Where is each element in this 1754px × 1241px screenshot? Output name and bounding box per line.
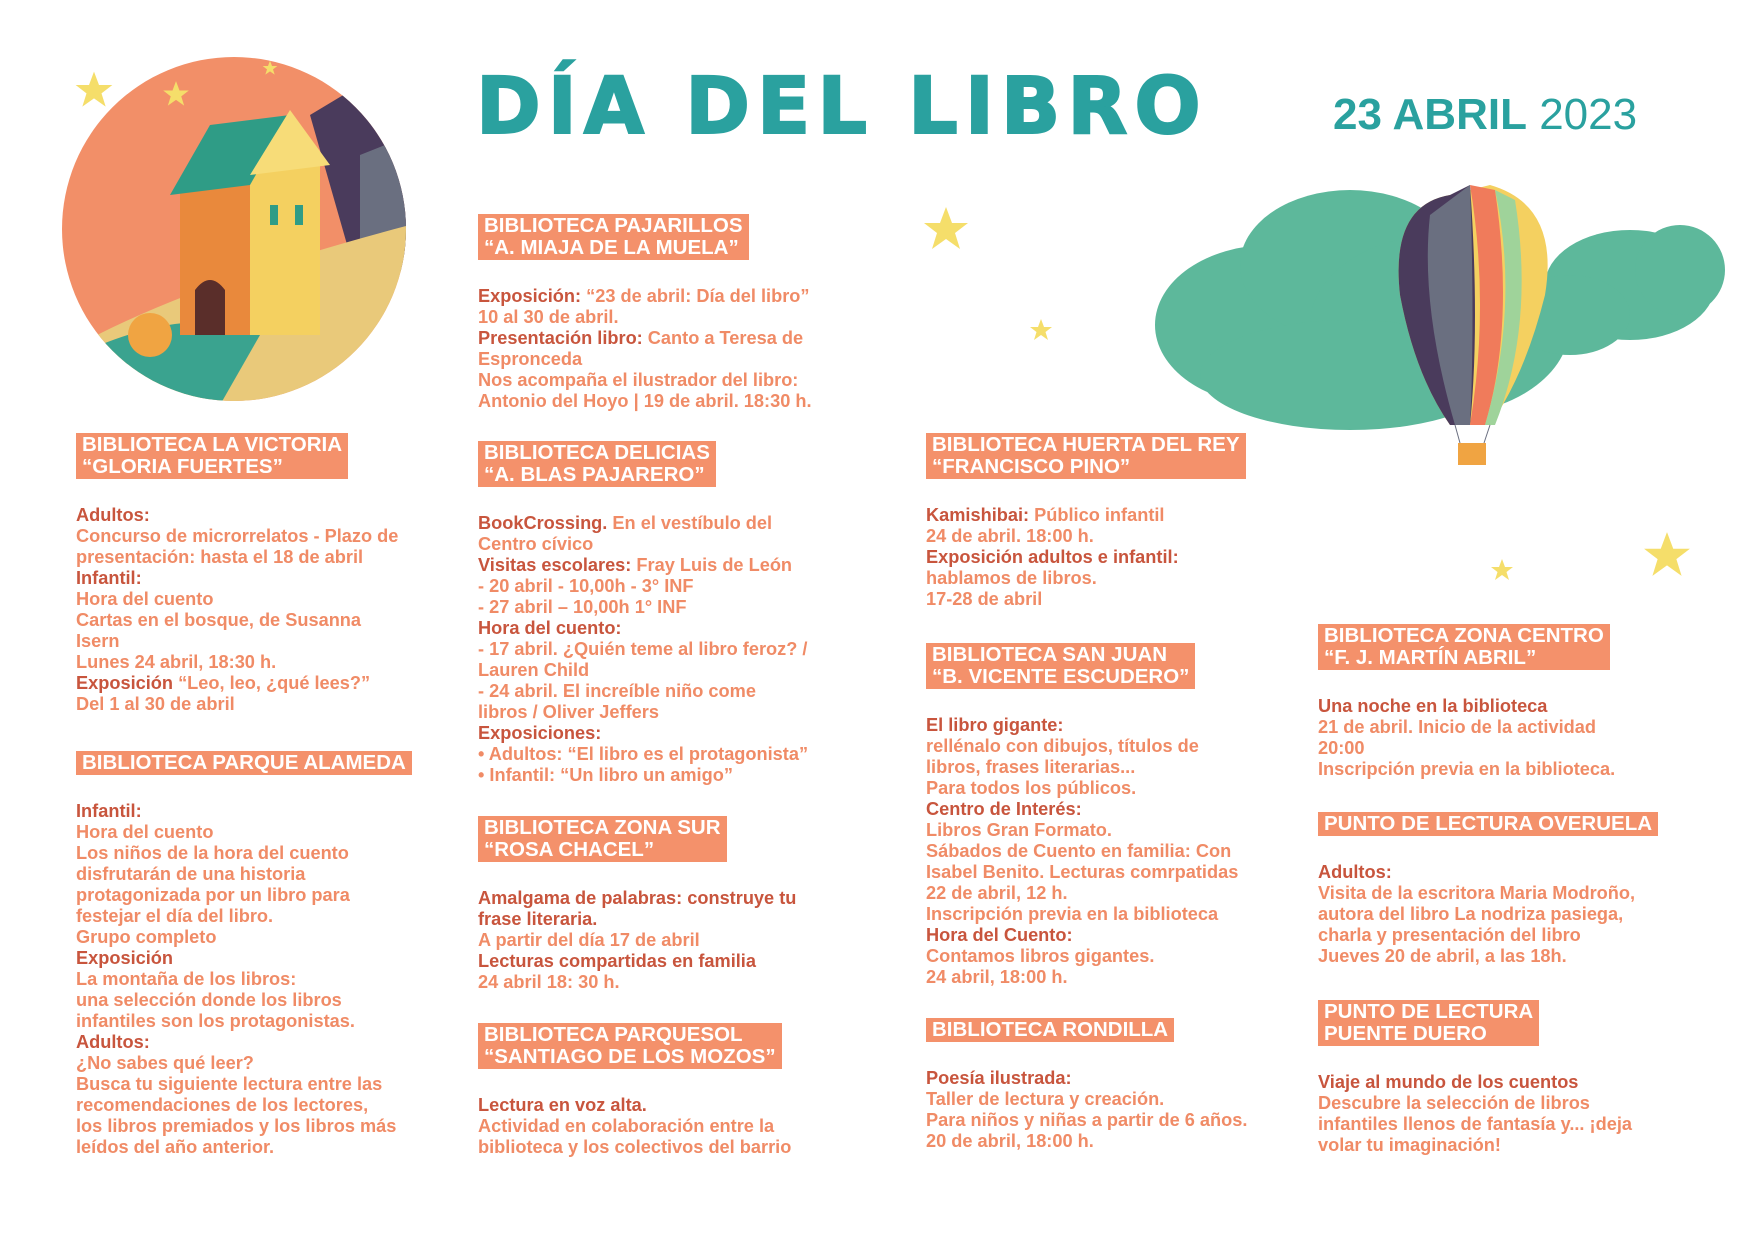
line-text: Canto a Teresa de — [647, 328, 804, 348]
section-line — [478, 723, 808, 744]
section-zona-centro — [1318, 624, 1615, 780]
section-header — [478, 816, 727, 862]
section-title-line: PUNTO DE LECTURA OVERUELA — [1324, 812, 1653, 835]
section-line — [1318, 1114, 1632, 1135]
line-text: 22 de abril, 12 h. — [926, 883, 1068, 903]
line-text: - 24 abril. El increíble niño come — [478, 681, 756, 701]
section-line — [76, 568, 398, 589]
line-text: Para niños y niñas a partir de 6 años. — [926, 1110, 1248, 1130]
section-rondilla — [926, 1018, 1247, 1152]
line-label: Adultos: — [76, 505, 150, 525]
section-body — [1318, 1072, 1632, 1156]
star-icon — [922, 205, 970, 253]
section-line — [926, 778, 1238, 799]
line-text: “23 de abril: Día del libro” — [586, 286, 810, 306]
star-icon — [1029, 318, 1053, 342]
line-text: Visita de la escritora Maria Modroño, — [1318, 883, 1636, 903]
line-label: Lectura en voz alta. — [478, 1095, 647, 1115]
line-text: Cartas en el bosque, de Susanna — [76, 610, 362, 630]
line-text: los libros premiados y los libros más — [76, 1116, 397, 1136]
line-label: Hora del cuento: — [478, 618, 622, 638]
line-text: ¿No sabes qué leer? — [76, 1053, 254, 1073]
section-body — [76, 505, 398, 715]
line-label: BookCrossing. — [478, 513, 613, 533]
section-line — [926, 799, 1238, 820]
section-pajarillos — [478, 214, 812, 412]
line-text: La montaña de los libros: — [76, 969, 297, 989]
section-line — [478, 307, 812, 328]
section-line — [76, 885, 412, 906]
line-label: Viaje al mundo de los cuentos — [1318, 1072, 1579, 1092]
section-line — [76, 1053, 412, 1074]
date-day-month: 23 ABRIL — [1333, 90, 1527, 139]
line-text: A partir del día 17 de abril — [478, 930, 700, 950]
line-text: recomendaciones de los lectores, — [76, 1095, 369, 1115]
section-line — [76, 927, 412, 948]
line-label: Adultos: — [76, 1032, 150, 1052]
section-line — [76, 673, 398, 694]
section-line — [478, 1095, 791, 1116]
section-title-line: PUENTE DUERO — [1324, 1022, 1487, 1045]
section-title-line: “B. VICENTE ESCUDERO” — [932, 665, 1190, 688]
line-text: Antonio del Hoyo | 19 de abril. 18:30 h. — [478, 391, 812, 411]
section-header — [478, 441, 716, 487]
line-text: protagonizada por un libro para — [76, 885, 350, 905]
line-label: El libro gigante: — [926, 715, 1064, 735]
line-text: leídos del año anterior. — [76, 1137, 275, 1157]
section-line — [76, 843, 412, 864]
section-san-juan — [926, 643, 1238, 988]
line-text: infantiles llenos de fantasía y... ¡deja — [1318, 1114, 1632, 1134]
line-text: Busca tu siguiente lectura entre las — [76, 1074, 383, 1094]
line-text: Los niños de la hora del cuento — [76, 843, 349, 863]
line-text: Inscripción previa en la biblioteca — [926, 904, 1219, 924]
line-text: 24 abril, 18:00 h. — [926, 967, 1068, 987]
section-title-line: “F. J. MARTÍN ABRIL” — [1324, 646, 1537, 669]
line-text: Inscripción previa en la biblioteca. — [1318, 759, 1616, 779]
section-overuela — [1318, 812, 1658, 967]
line-label: Exposiciones: — [478, 723, 602, 743]
section-line — [478, 639, 808, 660]
page-title: DÍA DEL LIBRO — [476, 62, 1208, 152]
section-header — [478, 1023, 782, 1069]
section-line — [478, 1116, 791, 1137]
line-text: una selección donde los libros — [76, 990, 342, 1010]
line-text: - 20 abril - 10,00h - 3° INF — [478, 576, 694, 596]
section-line — [76, 948, 412, 969]
section-line — [926, 841, 1238, 862]
section-body — [926, 715, 1238, 988]
section-title-line: BIBLIOTECA PARQUE ALAMEDA — [82, 751, 406, 774]
section-delicias — [478, 441, 808, 786]
section-line — [926, 526, 1246, 547]
line-label: Exposición — [76, 673, 179, 693]
line-text: Concurso de microrrelatos - Plazo de — [76, 526, 399, 546]
section-header — [926, 1018, 1174, 1042]
line-text: “Leo, leo, ¿qué lees?” — [178, 673, 371, 693]
line-text: 17-28 de abril — [926, 589, 1043, 609]
line-label: Exposición adultos e infantil: — [926, 547, 1179, 567]
section-line — [478, 660, 808, 681]
section-line — [1318, 717, 1615, 738]
section-title-line: BIBLIOTECA PAJARILLOS — [484, 214, 743, 237]
line-text: libros, frases literarias... — [926, 757, 1136, 777]
section-line — [926, 883, 1238, 904]
line-text: rellénalo con dibujos, títulos de — [926, 736, 1199, 756]
line-text: Isern — [76, 631, 120, 651]
section-line — [926, 967, 1238, 988]
section-line — [478, 681, 808, 702]
line-text: Descubre la selección de libros — [1318, 1093, 1590, 1113]
section-line — [478, 391, 812, 412]
section-header — [926, 643, 1195, 689]
section-line — [76, 990, 412, 1011]
section-body — [1318, 862, 1658, 967]
section-line — [926, 1089, 1247, 1110]
section-title-line: “FRANCISCO PINO” — [932, 455, 1131, 478]
line-label: frase literaria. — [478, 909, 598, 929]
line-text: Nos acompaña el ilustrador del libro: — [478, 370, 799, 390]
section-line — [76, 694, 398, 715]
section-line — [478, 909, 796, 930]
section-line — [76, 610, 398, 631]
line-text: Lauren Child — [478, 660, 590, 680]
section-line — [1318, 862, 1658, 883]
section-line — [478, 370, 812, 391]
section-header — [478, 214, 749, 260]
section-line — [76, 822, 412, 843]
line-text: Actividad en colaboración entre la — [478, 1116, 775, 1136]
section-line — [1318, 1093, 1632, 1114]
section-body — [76, 801, 412, 1158]
section-line — [76, 1074, 412, 1095]
section-line — [1318, 1135, 1632, 1156]
section-header — [926, 433, 1246, 479]
section-header — [1318, 624, 1610, 670]
line-text: Para todos los públicos. — [926, 778, 1137, 798]
section-title-line: BIBLIOTECA ZONA SUR — [484, 816, 721, 839]
line-label: Una noche en la biblioteca — [1318, 696, 1548, 716]
line-text: En el vestíbulo del — [612, 513, 773, 533]
section-line — [926, 715, 1238, 736]
section-header — [1318, 812, 1658, 836]
line-text: • Adultos: “El libro es el protagonista” — [478, 744, 809, 764]
section-line — [926, 505, 1246, 526]
section-line — [926, 862, 1238, 883]
section-line — [926, 568, 1246, 589]
section-line — [76, 505, 398, 526]
section-line — [478, 597, 808, 618]
section-line — [1318, 1072, 1632, 1093]
section-huerta-del-rey — [926, 433, 1246, 610]
section-line — [926, 925, 1238, 946]
line-text: Del 1 al 30 de abril — [76, 694, 235, 714]
line-text: Centro cívico — [478, 534, 594, 554]
section-line — [76, 526, 398, 547]
line-text: libros / Oliver Jeffers — [478, 702, 659, 722]
line-text: Libros Gran Formato. — [926, 820, 1112, 840]
section-line — [76, 864, 412, 885]
section-line — [478, 286, 812, 307]
line-label: Poesía ilustrada: — [926, 1068, 1072, 1088]
line-text: Contamos libros gigantes. — [926, 946, 1155, 966]
section-line — [76, 1137, 412, 1158]
section-line — [76, 547, 398, 568]
section-parque-alameda — [76, 751, 412, 1158]
line-text: - 27 abril – 10,00h 1° INF — [478, 597, 687, 617]
section-line — [478, 951, 796, 972]
line-text: 20:00 — [1318, 738, 1365, 758]
section-body — [478, 1095, 791, 1158]
line-text: presentación: hasta el 18 de abril — [76, 547, 364, 567]
line-label: Infantil: — [76, 801, 142, 821]
section-title-line: BIBLIOTECA SAN JUAN — [932, 643, 1167, 666]
line-text: festejar el día del libro. — [76, 906, 274, 926]
section-line — [76, 652, 398, 673]
section-header — [76, 433, 348, 479]
line-text: Sábados de Cuento en familia: Con — [926, 841, 1232, 861]
line-label: Lecturas compartidas en familia — [478, 951, 756, 971]
section-header — [1318, 1000, 1539, 1046]
line-text: 24 abril 18: 30 h. — [478, 972, 620, 992]
date-year: 2023 — [1539, 90, 1638, 139]
section-title-line: PUNTO DE LECTURA — [1324, 1000, 1534, 1023]
section-line — [478, 888, 796, 909]
star-icon — [74, 70, 114, 110]
section-line — [478, 349, 812, 370]
line-text: autora del libro La nodriza pasiega, — [1318, 904, 1624, 924]
line-text: Hora del cuento — [76, 589, 214, 609]
line-text: 24 de abril. 18:00 h. — [926, 526, 1094, 546]
section-body — [926, 1068, 1247, 1152]
section-line — [76, 1095, 412, 1116]
line-text: charla y presentación del libro — [1318, 925, 1581, 945]
section-parquesol — [478, 1023, 791, 1158]
section-line — [926, 904, 1238, 925]
section-title-line: BIBLIOTECA RONDILLA — [932, 1018, 1169, 1041]
section-title-line: BIBLIOTECA DELICIAS — [484, 441, 710, 464]
line-text: infantiles son los protagonistas. — [76, 1011, 355, 1031]
section-title-line: BIBLIOTECA HUERTA DEL REY — [932, 433, 1240, 456]
section-line — [1318, 696, 1615, 717]
section-line — [926, 1131, 1247, 1152]
section-line — [76, 631, 398, 652]
section-line — [76, 1116, 412, 1137]
section-la-victoria — [76, 433, 398, 715]
line-text: Público infantil — [1034, 505, 1165, 525]
section-title-line: “SANTIAGO DE LOS MOZOS” — [484, 1045, 776, 1068]
section-zona-sur — [478, 816, 796, 993]
section-line — [478, 702, 808, 723]
section-line — [926, 547, 1246, 568]
line-text: Isabel Benito. Lecturas comrpatidas — [926, 862, 1239, 882]
section-title-line: “GLORIA FUERTES” — [82, 455, 283, 478]
line-text: Lunes 24 abril, 18:30 h. — [76, 652, 277, 672]
cloud-balloon-illustration — [1150, 175, 1730, 465]
section-line — [478, 618, 808, 639]
line-text: Taller de lectura y creación. — [926, 1089, 1165, 1109]
section-line — [76, 1032, 412, 1053]
section-line — [478, 1137, 791, 1158]
line-label: Centro de Interés: — [926, 799, 1082, 819]
line-text: Jueves 20 de abril, a las 18h. — [1318, 946, 1567, 966]
section-line — [478, 744, 808, 765]
section-line — [76, 1011, 412, 1032]
line-text: volar tu imaginación! — [1318, 1135, 1501, 1155]
section-line — [1318, 904, 1658, 925]
section-line — [1318, 759, 1615, 780]
section-line — [926, 757, 1238, 778]
event-date — [1333, 90, 1637, 140]
line-text: Espronceda — [478, 349, 583, 369]
section-title-line: BIBLIOTECA ZONA CENTRO — [1324, 624, 1604, 647]
section-header — [76, 751, 412, 775]
line-label: Presentación libro: — [478, 328, 648, 348]
section-line — [1318, 738, 1615, 759]
section-body — [478, 888, 796, 993]
section-line — [926, 946, 1238, 967]
line-text: - 17 abril. ¿Quién teme al libro feroz? / — [478, 639, 808, 659]
line-text: 10 al 30 de abril. — [478, 307, 619, 327]
section-line — [926, 1068, 1247, 1089]
section-line — [76, 906, 412, 927]
section-line — [926, 1110, 1247, 1131]
section-line — [1318, 883, 1658, 904]
line-label: Exposición: — [478, 286, 587, 306]
section-body — [478, 286, 812, 412]
section-line — [478, 534, 808, 555]
line-text: biblioteca y los colectivos del barrio — [478, 1137, 792, 1157]
line-text: hablamos de libros. — [926, 568, 1097, 588]
line-label: Amalgama de palabras: construye tu — [478, 888, 797, 908]
section-title-line: BIBLIOTECA LA VICTORIA — [82, 433, 343, 456]
line-text: 21 de abril. Inicio de la actividad — [1318, 717, 1596, 737]
section-title-line: “A. BLAS PAJARERO” — [484, 463, 705, 486]
section-line — [478, 765, 808, 786]
star-icon — [262, 60, 278, 76]
section-line — [1318, 946, 1658, 967]
line-text: Fray Luis de León — [636, 555, 793, 575]
line-text: 20 de abril, 18:00 h. — [926, 1131, 1094, 1151]
section-line — [76, 801, 412, 822]
line-text: Grupo completo — [76, 927, 217, 947]
section-line — [76, 589, 398, 610]
section-body — [1318, 696, 1615, 780]
line-text: disfrutarán de una historia — [76, 864, 306, 884]
line-label: Visitas escolares: — [478, 555, 637, 575]
section-line — [76, 969, 412, 990]
star-icon — [1642, 530, 1692, 580]
line-label: Exposición — [76, 948, 174, 968]
section-line — [1318, 925, 1658, 946]
section-line — [926, 736, 1238, 757]
section-title-line: BIBLIOTECA PARQUESOL — [484, 1023, 743, 1046]
line-text: • Infantil: “Un libro un amigo” — [478, 765, 733, 785]
section-line — [478, 930, 796, 951]
section-body — [926, 505, 1246, 610]
line-label: Kamishibai: — [926, 505, 1035, 525]
section-line — [478, 513, 808, 534]
section-body — [478, 513, 808, 786]
section-puente-duero — [1318, 1000, 1632, 1156]
line-label: Adultos: — [1318, 862, 1392, 882]
line-label: Hora del Cuento: — [926, 925, 1073, 945]
section-line — [926, 589, 1246, 610]
section-title-line: “A. MIAJA DE LA MUELA” — [484, 236, 739, 259]
star-icon — [1490, 558, 1514, 582]
section-title-line: “ROSA CHACEL” — [484, 838, 655, 861]
section-line — [926, 820, 1238, 841]
line-label: Infantil: — [76, 568, 142, 588]
star-icon — [162, 80, 190, 108]
line-text: Hora del cuento — [76, 822, 214, 842]
section-line — [478, 576, 808, 597]
section-line — [478, 555, 808, 576]
section-line — [478, 328, 812, 349]
section-line — [478, 972, 796, 993]
